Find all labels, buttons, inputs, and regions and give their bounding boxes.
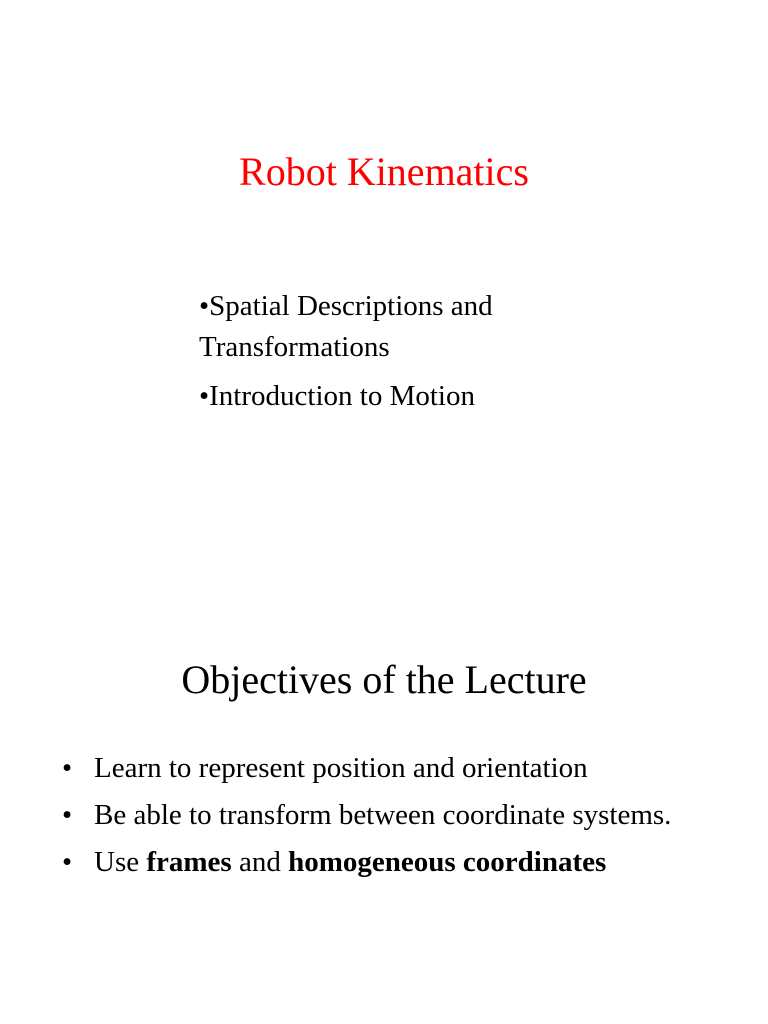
- list-item-text: Be able to transform between coordinate systems.: [94, 799, 672, 831]
- bold-term-homogeneous-coordinates: homogeneous coordinates: [288, 846, 607, 878]
- list-item: [62, 842, 752, 883]
- list-item-text: [94, 846, 606, 878]
- slide-title: Objectives of the Lecture: [181, 657, 587, 702]
- bullet-icon: •: [62, 799, 73, 831]
- list-item-text: Learn to represent position and orientation: [94, 752, 588, 784]
- text-segment: Use: [94, 846, 147, 878]
- bold-term-frames: frames: [146, 846, 232, 878]
- slide-objectives: [0, 512, 768, 1024]
- text-segment: and: [231, 846, 289, 878]
- list-item: [62, 795, 752, 836]
- bullet-icon: •: [62, 752, 73, 784]
- topic-list: [199, 286, 619, 425]
- list-item: •Spatial Descriptions and Transformations: [199, 290, 493, 363]
- slide-title: Robot Kinematics: [239, 149, 529, 194]
- bullet-icon: •: [62, 846, 73, 878]
- list-item: •Introduction to Motion: [199, 380, 475, 412]
- list-item: [62, 748, 752, 789]
- objectives-list: [62, 748, 752, 889]
